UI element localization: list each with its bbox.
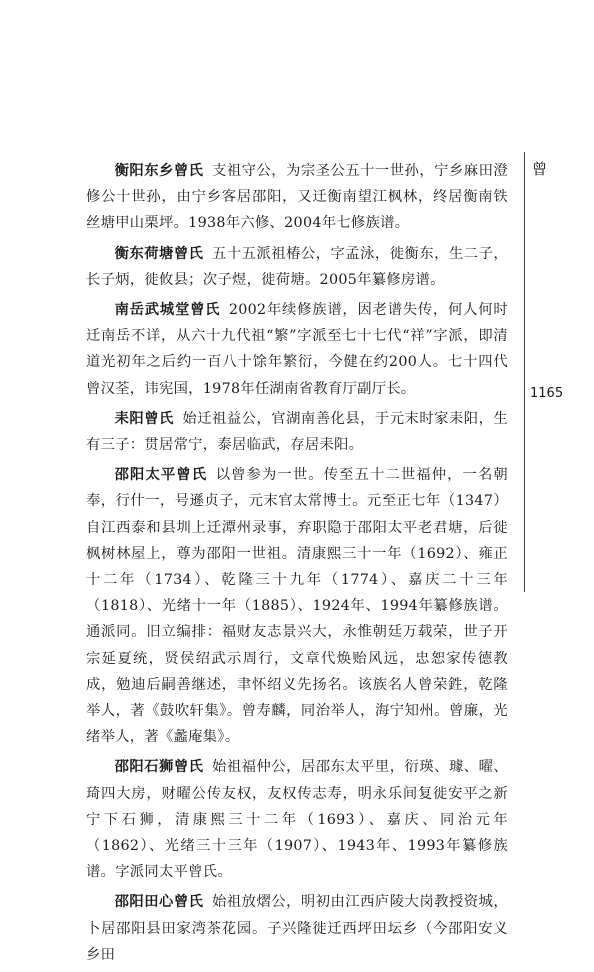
genealogy-entry [86,297,508,402]
entry-name: 邵阳太平曾氏 [114,467,208,484]
entry-text: 2002年续修族谱，因老谱失传，何人何时迁南岳不详，从六十九代祖“繁”字派至七十七代“祥”字派，即清道光初年之后约一百八十馀年繁衍，今健在约200人。七十四代曾汉荃，讳宪国，1978年任湖南省教育厅副厅长。 [86,302,508,397]
entry-name: 耒阳曾氏 [114,410,174,427]
genealogy-entry [86,241,508,293]
entry-text: 五十五派祖椿公，字孟泳，徙衡东，生二子，长子炳，徙攸县；次子煜，徙荷塘。2005年纂修房谱。 [86,245,508,288]
genealogy-entry [86,754,508,885]
page-number: 1165 [530,386,564,401]
entry-name: 邵阳石狮曾氏 [114,759,204,776]
entry-text: 始祖放熠公，明初由江西庐陵大岗教授资城，卜居邵阳县田家湾茶花园。子兴隆徙迁西坪田坛乡（今邵阳安义乡田 [86,894,508,963]
genealogy-entry [86,889,508,968]
side-index-character: 曾 [532,160,548,178]
genealogy-entry [86,406,508,458]
entry-text: 支祖守公，为宗圣公五十一世孙，宁乡麻田澄修公十世孙，由宁乡客居邵阳，又迁衡南望江枫林，终居衡南铁丝塘甲山栗坪。1938年六修、2004年七修族谱。 [86,163,508,232]
entry-name: 衡东荷塘曾氏 [114,245,204,262]
entry-name: 邵阳田心曾氏 [114,894,204,911]
entry-text: 始迁祖益公，官湖南善化县，于元末时家耒阳，生有三子：贯居常宁，泰居临武，存居耒阳。 [86,410,508,454]
margin-divider [524,152,525,592]
genealogy-entry [86,462,508,750]
entry-text: 以曾参为一世。传至五十二世福仲，一名朝奉，行什一，号遜贞子，元末官太常博士。元至正七年（1347）自江西泰和县圳上迁潭州录事，弃职隐于邵阳太平老君塘，后徙枫树林屋上，尊为邵阳一世祖。清康熙三十一年（1692）、雍正十二年（1734）、乾隆三十九年（1774）、嘉庆二十三年（1818）、光绪十一年（1885）、1924年、1994年纂修族谱。通派同。旧立编排：福财友志景兴大，永惟朝廷万载荣，世子开宗延夏统，贤侯绍武示周行，文章代焕贻风远，忠恕家传德教成，勉迪后嗣善继述，聿怀绍义先扬名。该族名人曾荣鉎，乾隆举人，著《鼓吹轩集》。曾寿麟，同治举人，海宁知州。曾廉，光绪举人，著《蠡庵集》。 [86,467,508,746]
text-body [86,158,508,972]
genealogy-entry [86,158,508,237]
entry-name: 衡阳东乡曾氏 [114,163,204,179]
entry-name: 南岳武城堂曾氏 [114,302,221,319]
entry-text: 始祖福仲公，居邵东太平里，衍瑛、璩、曜、琦四大房，财曜公传友权，友权传志寿，明永乐间复徙安平之新宁下石狮，清康熙三十二年（1693）、嘉庆、同治元年（1862）、光绪三十三年（1907）、1943年、1993年纂修族谱。字派同太平曾氏。 [86,759,508,881]
